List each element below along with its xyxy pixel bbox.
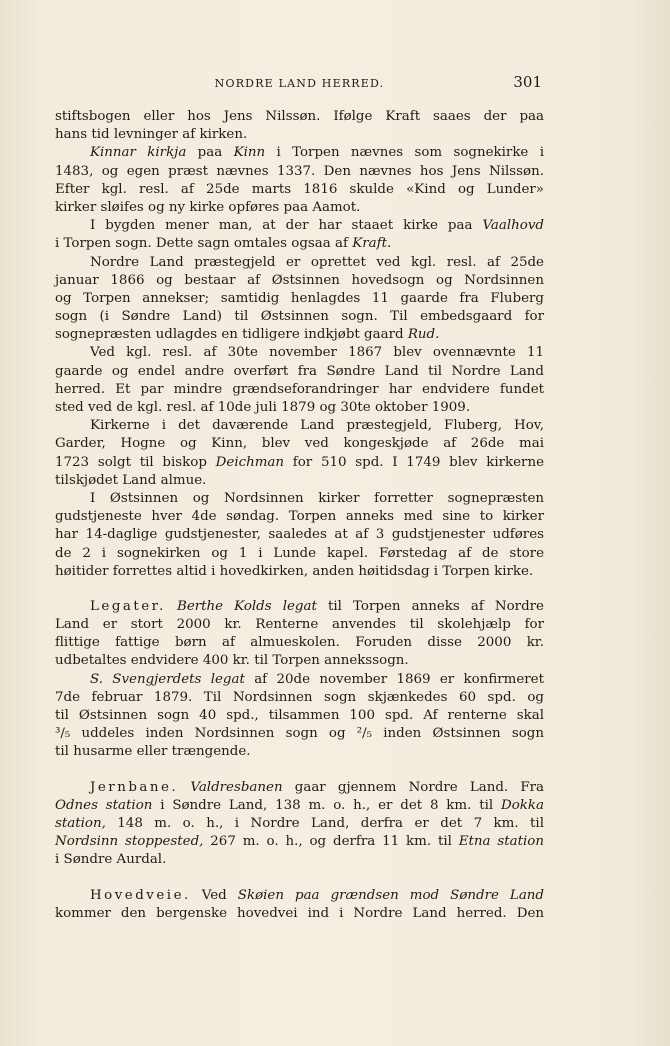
text-segment: Efter kgl. resl. af 25de marts 1816 skulde «Kind og Lunder» — [55, 181, 544, 197]
italic-text: Vaalhovd — [482, 218, 544, 234]
text-segment: til husarme eller trængende. — [55, 744, 251, 760]
text-line — [55, 435, 544, 453]
section-heading: Jernbane. — [90, 779, 179, 795]
page-number: 301 — [513, 73, 542, 91]
text-line — [55, 779, 544, 797]
text-segment: januar 1866 og bestaar af Østsinnen hovedsogn og Nordsinnen — [55, 272, 544, 288]
text-segment: Ved — [190, 887, 238, 903]
text-segment: sognepræsten udlagdes en tidligere indkjøbt gaard — [55, 327, 408, 343]
text-segment: 148 m. o. h., i Nordre Land, derfra er det 7 km. til — [105, 815, 544, 831]
text-line — [55, 381, 544, 399]
text-line — [55, 833, 544, 851]
text-segment: til Østsinnen sogn 40 spd., tilsammen 100 spd. Af renterne skal — [55, 708, 544, 723]
text-segment: Garder, Hogne og Kinn, blev ved kongeskjøde af 26de mai — [55, 436, 544, 452]
text-line — [55, 363, 544, 381]
text-segment: for 510 spd. I 1749 blev kirkerne — [284, 454, 544, 470]
text-segment: Land er stort 2000 kr. Renterne anvendes til skolehjælp for — [55, 617, 544, 633]
text-line — [55, 725, 544, 743]
text-line — [55, 108, 544, 126]
section-heading: Hovedveie. — [90, 887, 191, 903]
text-segment: herred. Et par mindre grændseforandringer har endvidere fundet — [55, 381, 544, 397]
text-segment: i Søndre Land, 138 m. o. h., er det 8 km. til — [152, 797, 501, 813]
text-segment: 7de februar 1879. Til Nordsinnen sogn skjænkedes 60 spd. og — [55, 689, 544, 705]
text-segment: 1723 solgt til biskop — [55, 454, 216, 470]
italic-text: Deichman — [215, 454, 285, 470]
text-segment: sogn (i Søndre Land) til Østsinnen sogn. Til embedsgaard for — [55, 309, 544, 325]
text-line — [55, 797, 544, 815]
text-line — [55, 563, 544, 581]
text-line — [55, 235, 544, 253]
text-segment: i Torpen nævnes som sognekirke i — [265, 145, 544, 161]
text-line — [55, 887, 544, 905]
text-segment: 1483, og egen præst nævnes 1337. Den nævnes hos Jens Nilssøn. — [55, 163, 544, 179]
italic-text: Kraft. — [352, 236, 392, 252]
text-segment: stiftsbogen eller hos Jens Nilssøn. Ifølge Kraft saaes der paa — [55, 109, 544, 124]
text-segment: de 2 i sognekirken og 1 i Lunde kapel. Førstedag af de store — [55, 545, 544, 561]
section-heading: Legater. — [90, 598, 166, 614]
text-line — [55, 616, 544, 634]
page-header — [55, 73, 544, 97]
text-segment: Kirkerne i det daværende Land præstegjeld, Fluberg, Hov, — [90, 418, 544, 434]
text-line — [55, 308, 544, 326]
text-line — [55, 272, 544, 290]
italic-text: Rud. — [407, 327, 440, 343]
text-line — [55, 526, 544, 544]
text-segment: har 14-daglige gudstjenester, saaledes at af 3 gudstjenester udføres — [55, 527, 544, 543]
italic-text: Odnes station — [55, 797, 153, 813]
text-segment: gaarde og endel andre overført fra Søndre Land til Nordre Land — [55, 363, 544, 379]
text-segment: i Søndre Aurdal. — [55, 852, 167, 868]
text-line — [55, 508, 544, 526]
text-line — [55, 254, 544, 272]
italic-text: station, — [55, 815, 106, 831]
text-line — [55, 634, 544, 652]
text-segment: kirker sløifes og ny kirke opføres paa Aamot. — [55, 199, 361, 215]
text-segment: Ved kgl. resl. af 30te november 1867 blev ovennævnte 11 — [90, 345, 544, 361]
text-line — [55, 689, 544, 707]
text-segment: kommer den bergenske hovedvei ind i Nordre Land herred. Den — [55, 905, 544, 921]
text-line — [55, 545, 544, 563]
text-segment: gaar gjennem Nordre Land. Fra — [282, 779, 544, 795]
text-segment: Nordre Land præstegjeld er oprettet ved kgl. resl. af 25de — [90, 254, 544, 270]
italic-text: Nordsinn stoppested, — [55, 834, 204, 850]
text-segment: sted ved de kgl. resl. af 10de juli 1879 og 30te oktober 1909. — [55, 400, 471, 415]
text-segment: udbetaltes endvidere 400 kr. til Torpen annekssogn. — [55, 653, 409, 669]
text-line — [55, 399, 544, 417]
text-segment: høitider forrettes altid i hovedkirken, anden høitidsdag i Torpen kirke. — [55, 563, 534, 579]
italic-text: Skøien paa grændsen mod Søndre Land — [237, 887, 545, 903]
text-line — [55, 326, 544, 344]
text-line — [55, 217, 544, 235]
text-line — [55, 707, 544, 725]
italic-text: Valdresbanen — [190, 779, 283, 795]
text-line — [55, 144, 544, 162]
text-line — [55, 163, 544, 181]
text-segment: og Torpen annekser; samtidig henlagdes 11 gaarde fra Fluberg — [55, 290, 544, 306]
text-line — [55, 598, 544, 616]
italic-text: Kinnar kirkja — [90, 145, 187, 161]
text-segment: I bygden mener man, at der har staaet kirke paa — [90, 218, 483, 234]
text-segment: i Torpen sogn. Dette sagn omtales ogsaa af — [55, 236, 353, 252]
italic-text: Dokka — [500, 797, 544, 813]
text-line — [55, 454, 544, 472]
italic-text: S. Svengjerdets legat — [90, 671, 245, 687]
text-segment — [166, 599, 177, 614]
text-line — [55, 905, 544, 923]
text-segment: paa — [186, 145, 234, 161]
text-line — [55, 199, 544, 217]
text-segment: gudstjeneste hver 4de søndag. Torpen anneks med sine to kirker — [55, 509, 544, 525]
text-line — [55, 181, 544, 199]
body-text — [55, 108, 544, 923]
text-segment: flittige fattige børn af almueskolen. Foruden disse 2000 kr. — [55, 635, 544, 651]
text-line — [55, 126, 544, 144]
text-line — [55, 490, 544, 508]
text-line — [55, 344, 544, 362]
italic-text: Etna station — [458, 834, 544, 850]
italic-text: Berthe Kolds legat — [176, 598, 317, 614]
text-segment: til Torpen anneks af Nordre — [316, 598, 544, 614]
text-segment: I Østsinnen og Nordsinnen kirker forretter sognepræsten — [90, 490, 544, 506]
text-segment: af 20de november 1869 er konfirmeret — [244, 671, 544, 687]
text-line — [55, 417, 544, 435]
running-title: NORDRE LAND HERRED. — [214, 77, 385, 90]
text-segment: tilskjødet Land almue. — [55, 472, 207, 488]
text-line — [55, 290, 544, 308]
text-line — [55, 815, 544, 833]
text-line — [55, 652, 544, 670]
text-line — [55, 743, 544, 761]
text-line — [55, 851, 544, 869]
text-segment — [178, 780, 190, 795]
italic-text: Kinn — [233, 145, 266, 161]
text-segment: hans tid levninger af kirken. — [55, 127, 248, 143]
text-segment: 267 m. o. h., og derfra 11 km. til — [203, 834, 459, 850]
text-line — [55, 472, 544, 490]
text-line — [55, 671, 544, 689]
text-segment: ³/₅ uddeles inden Nordsinnen sogn og ²/₅ inden Østsinnen sogn — [55, 726, 544, 742]
